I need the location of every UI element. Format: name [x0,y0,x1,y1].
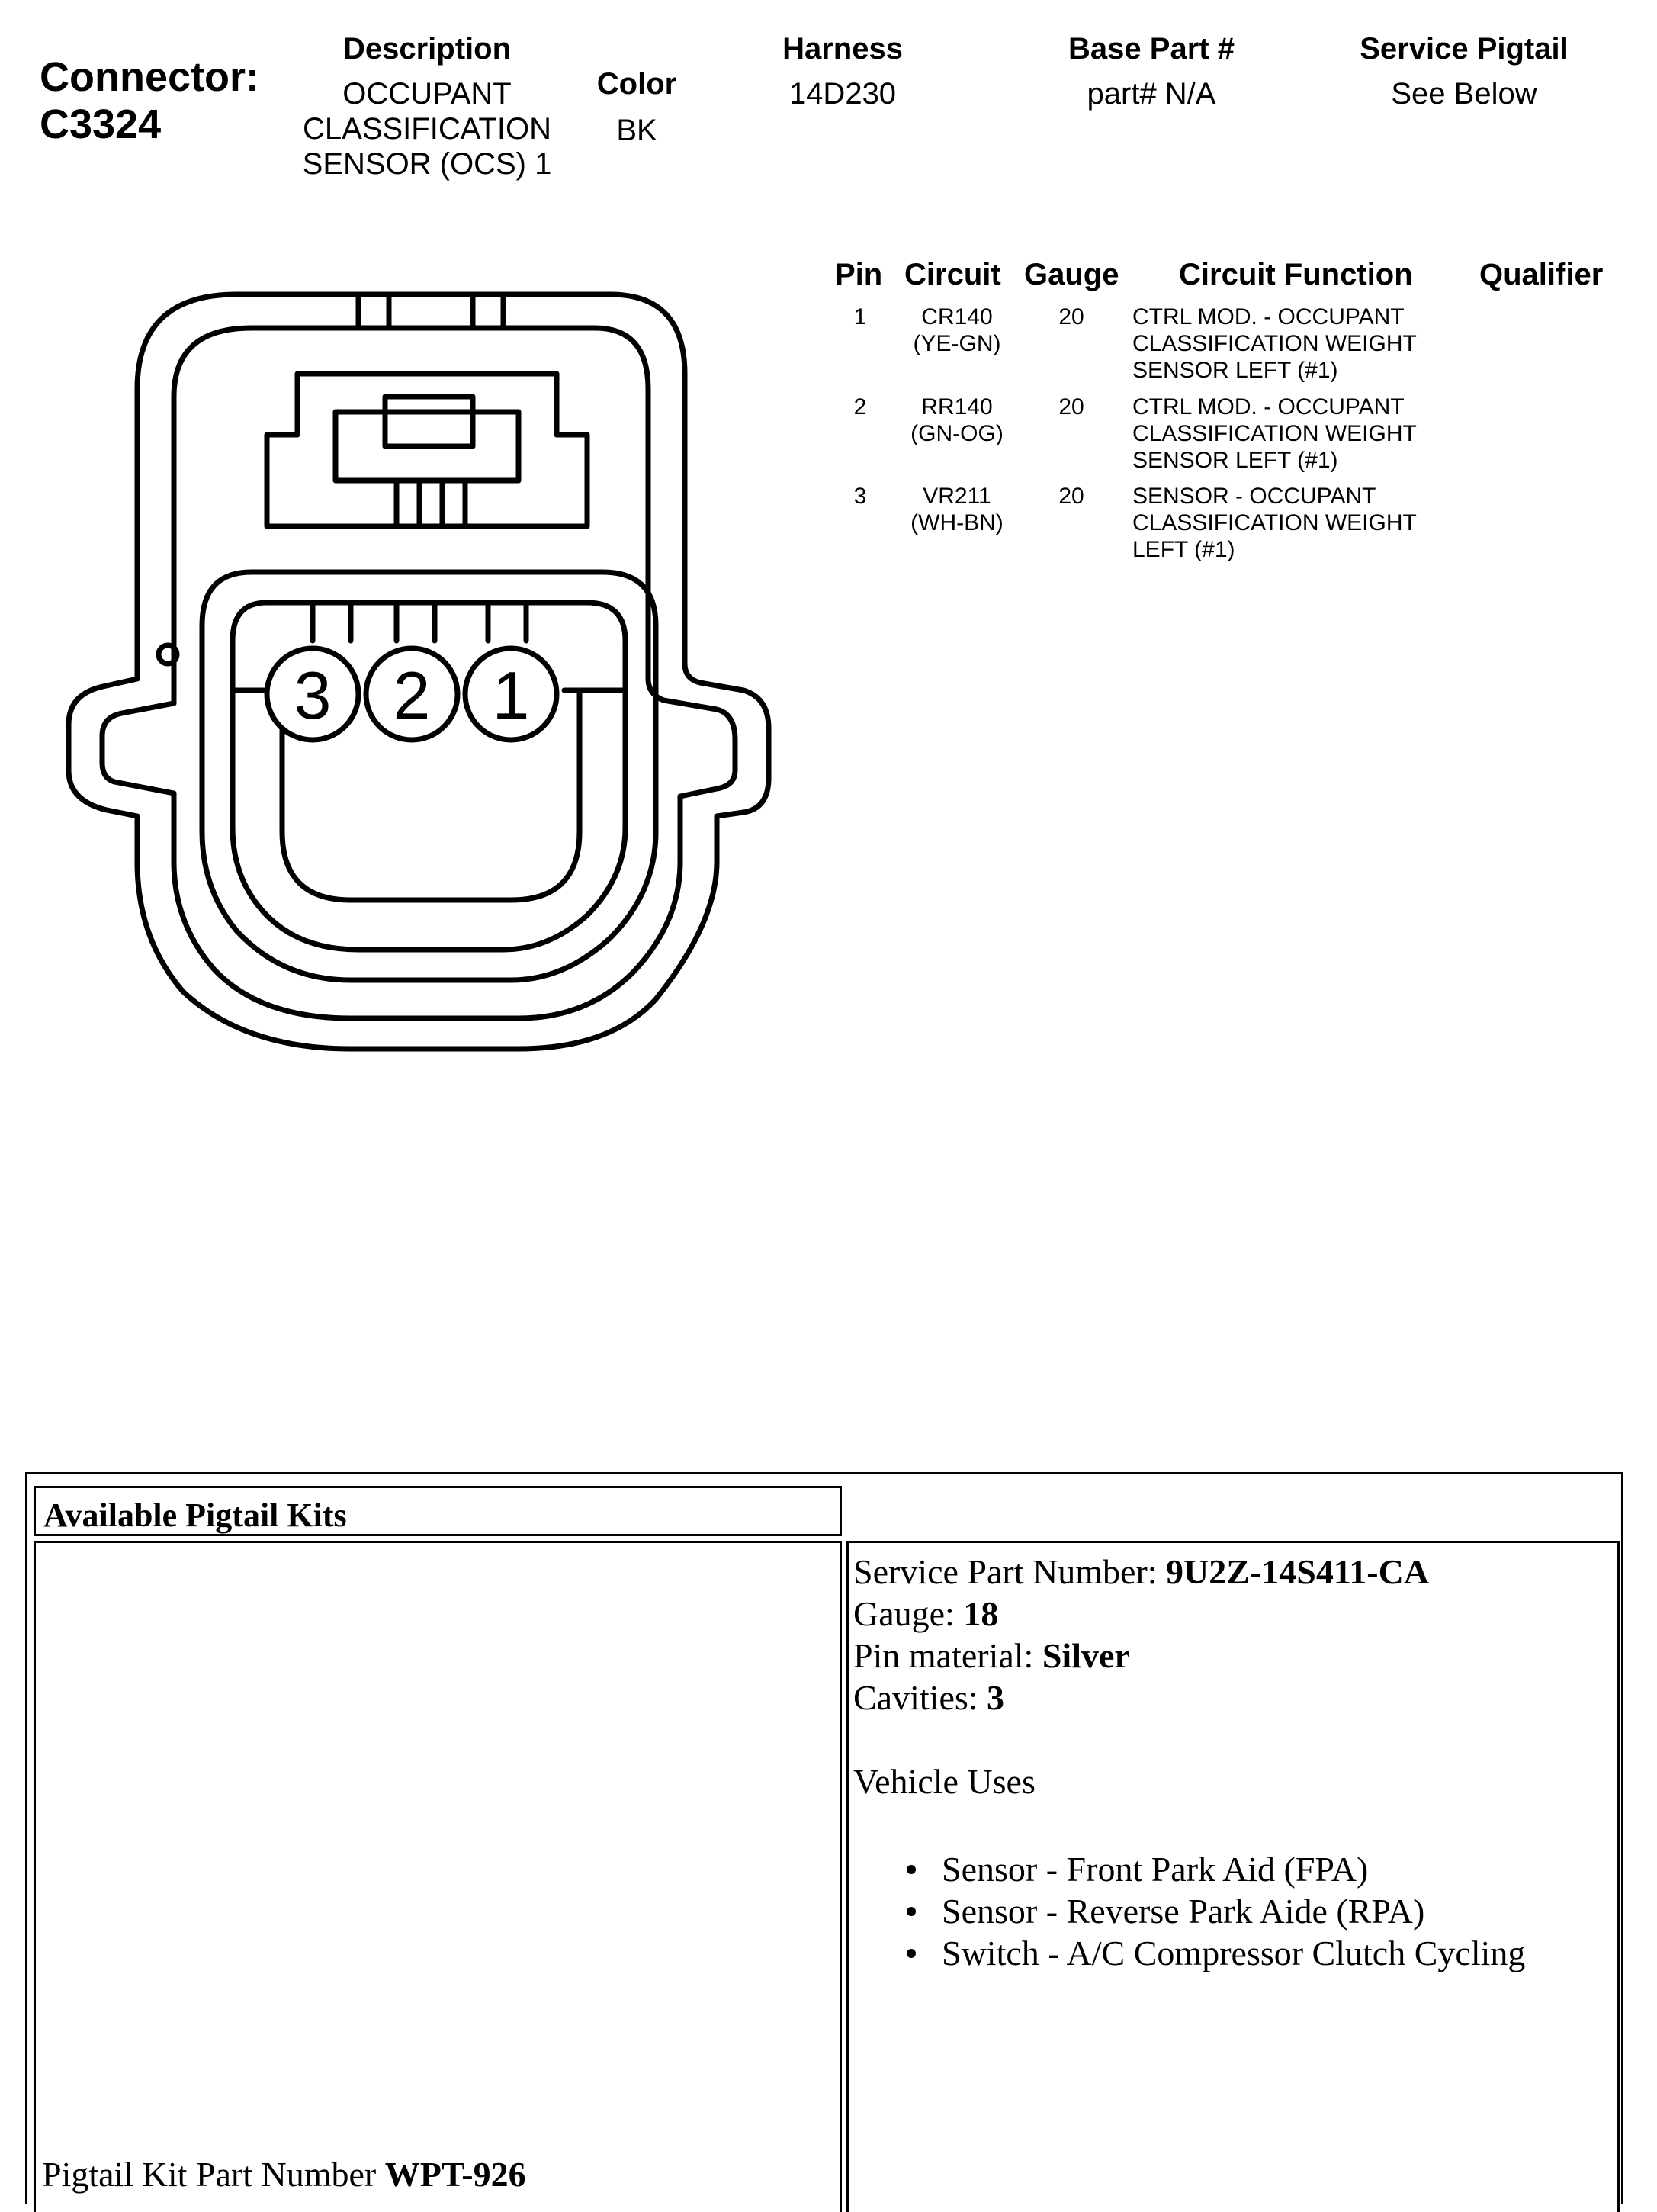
function-line: SENSOR LEFT (#1) [1132,358,1338,383]
terminal-stems [313,603,526,641]
color-header: Color [596,67,677,101]
latch-tab-left [358,294,389,328]
vehicle-uses-label: Vehicle Uses [853,1762,1036,1801]
function-cell [1132,394,1417,474]
harness-header: Harness [782,32,903,66]
latch-slot [397,481,465,526]
circuit-id: CR140 [921,304,993,330]
bullet-icon [907,1949,916,1958]
pigtail-title-right-cell [845,1486,1618,1536]
function-cell [1132,304,1417,384]
connector-label: Connector: [40,54,259,100]
list-item: Sensor - Reverse Park Aide (RPA) [907,1890,1525,1932]
function-line: CLASSIFICATION WEIGHT [1132,421,1417,446]
pin-number: 2 [853,394,867,420]
kit-part-value: WPT-926 [384,2155,526,2194]
gauge-cell: 20 [1058,394,1084,420]
circuit-cell [892,304,1022,357]
function-cell [1132,483,1417,563]
function-col-header: Circuit Function [1179,258,1413,291]
gauge-line [853,1593,998,1635]
gauge-label: Gauge: [853,1594,964,1633]
cavities-value: 3 [987,1678,1005,1717]
kit-part-number [42,2153,526,2195]
gauge-cell: 20 [1058,304,1084,330]
circuit-color: (GN-OG) [910,421,1004,446]
bullet-icon [907,1907,916,1916]
circuit-cell [892,483,1022,536]
vehicle-uses-list [907,1848,1525,1974]
function-line: CTRL MOD. - OCCUPANT [1132,394,1405,420]
pin-material-line [853,1635,1130,1677]
pin-col-header: Pin [835,258,883,291]
function-line: CTRL MOD. - OCCUPANT [1132,304,1405,330]
function-line: SENSOR LEFT (#1) [1132,448,1338,473]
latch-window [385,397,473,446]
service-part-value: 9U2Z-14S411-CA [1166,1552,1430,1591]
description-line: SENSOR (OCS) 1 [302,147,552,181]
pin-material-label: Pin material: [853,1636,1042,1675]
pigtail-title: Available Pigtail Kits [43,1497,347,1534]
service-pigtail-value: See Below [1391,77,1537,111]
description-header: Description [342,32,512,66]
service-part-line [853,1551,1429,1593]
pigtail-image-cell [34,1541,842,2212]
kit-part-label: Pigtail Kit Part Number [42,2155,385,2194]
pin-2-label: 2 [393,657,431,733]
connector-id: C3324 [40,101,162,147]
base-part-value: part# N/A [1087,77,1216,111]
circuit-id: VR211 [923,484,991,509]
qualifier-col-header: Qualifier [1479,258,1604,291]
gauge-value: 18 [963,1594,999,1633]
circuit-color: (WH-BN) [910,510,1004,535]
pin-material-value: Silver [1042,1636,1130,1675]
pin-number: 1 [853,304,867,330]
gauge-cell: 20 [1058,484,1084,509]
circuit-col-header: Circuit [904,258,1001,291]
gauge-col-header: Gauge [1024,258,1119,291]
cavities-label: Cavities: [853,1678,987,1717]
pigtail-details-cell [846,1541,1620,2212]
function-line: CLASSIFICATION WEIGHT [1132,510,1417,535]
pin-1-label: 1 [492,657,530,733]
description-line: CLASSIFICATION [303,112,551,146]
harness-value: 14D230 [788,77,897,111]
circuit-cell [892,394,1022,447]
connector-face-diagram [61,282,793,1075]
base-part-header: Base Part # [1068,32,1235,66]
description-value [290,76,564,182]
cavities-line [853,1677,1004,1718]
description-line: OCCUPANT [342,77,512,111]
pin-3-label: 3 [294,657,332,733]
pin-number: 3 [853,484,867,509]
color-value: BK [616,114,657,147]
function-line: LEFT (#1) [1132,537,1235,562]
list-item: Sensor - Front Park Aid (FPA) [907,1848,1525,1890]
bullet-icon [907,1865,916,1874]
list-item: Switch - A/C Compressor Clutch Cycling [907,1932,1525,1974]
pigtail-title-cell [34,1486,842,1536]
circuit-color: (YE-GN) [913,331,1001,356]
circuit-id: RR140 [921,394,993,420]
function-line: SENSOR - OCCUPANT [1132,484,1376,509]
connector-title [40,53,259,148]
function-line: CLASSIFICATION WEIGHT [1132,331,1417,356]
service-pigtail-header: Service Pigtail [1360,32,1569,66]
service-part-label: Service Part Number: [853,1552,1167,1591]
latch-tab-right [473,294,503,328]
